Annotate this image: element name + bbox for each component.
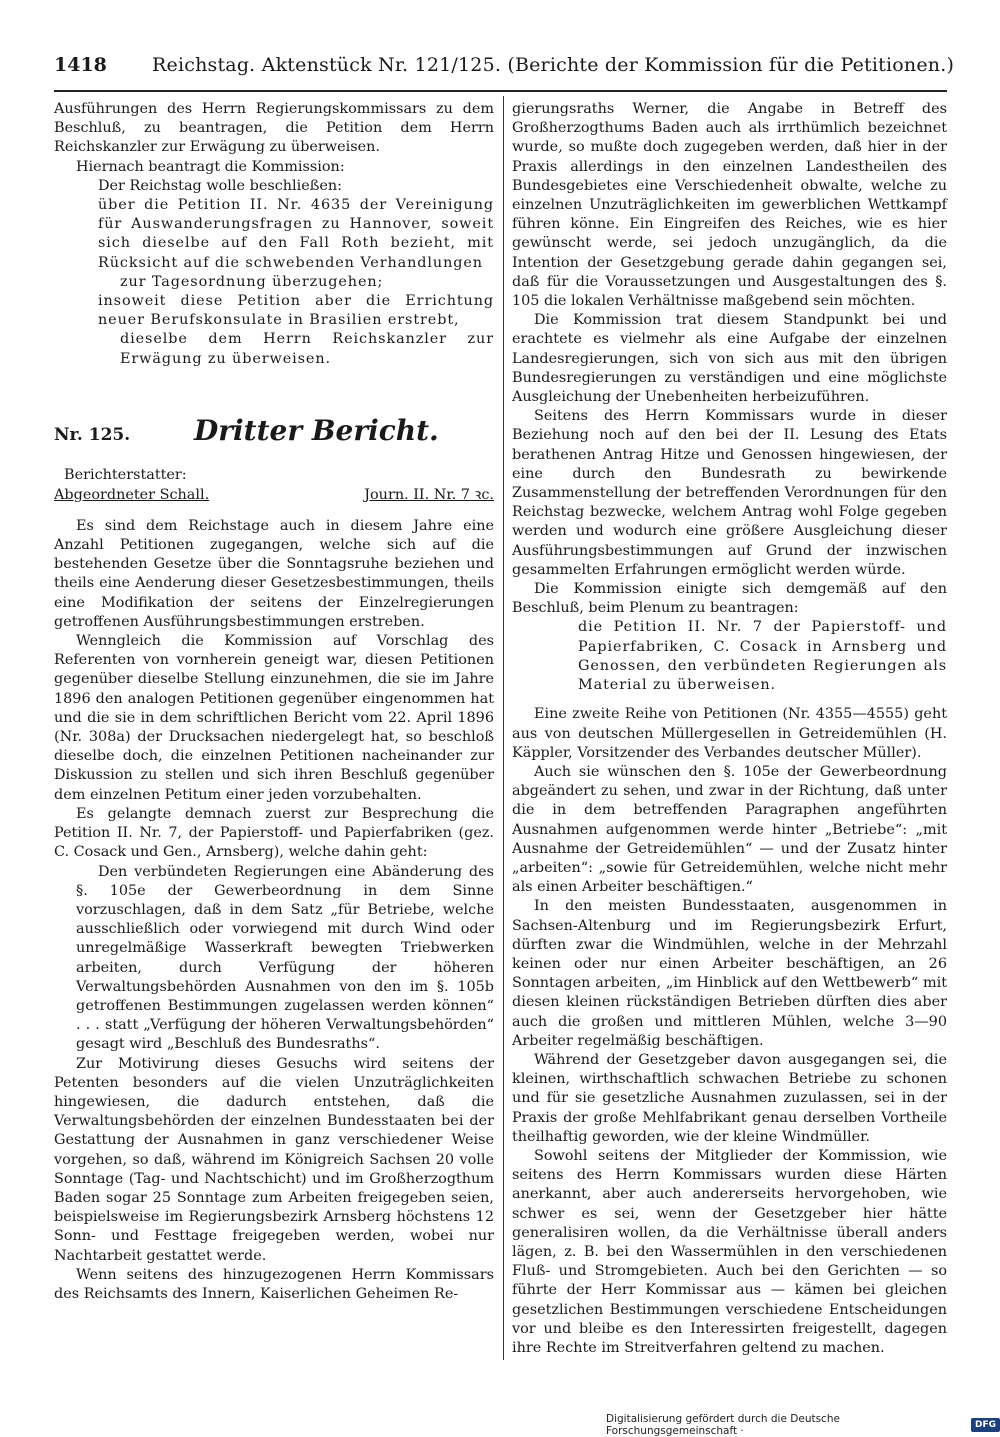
paragraph: Auch sie wünschen den §. 105e der Gewerbeordnung abgeändert zu sehen, und zwar in der Richtung, daß unter die in dem betreffenden Paragraphen angeführten Ausnahmen aufgenommen werde hinter „Betriebe“: „mit Ausnahme der Getreidemühlen“ — und der Zusatz hinter „arbeiten“: „sowie für Getreidemühlen, welche nicht mehr als einen Arbeiter beschäftigen.“ xyxy=(512,763,947,896)
reporter-name: Abgeordneter Schall. xyxy=(54,486,210,503)
paragraph: Es sind dem Reichstage auch in diesem Jahre eine Anzahl Petitionen zugegangen, welche sich auf die bestehenden Gesetze über die Sonntagsruhe beziehen und theils eine Aenderung dieser Gesetzesbestimmungen, theils eine Modifikation der seitens der Einzelregierungen getroffenen Ausführungsbestimmungen erstreben. xyxy=(54,517,494,630)
digitization-footer xyxy=(606,1413,1000,1437)
header-rule xyxy=(54,90,947,92)
paragraph: Es gelangte demnach zuerst zur Besprechung die Petition II. Nr. 7, der Papierstoff- und Papierfabriken (gez. C. Cosack und Gen., Arnsberg), welche dahin geht: xyxy=(54,805,494,861)
dfg-logo-icon: DFG xyxy=(971,1418,1000,1432)
section-number: Nr. 125. xyxy=(54,424,131,445)
paragraph: Der Reichstag wolle beschließen: xyxy=(98,177,343,194)
paragraph: Die Kommission einigte sich demgemäß auf den Beschluß, beim Plenum zu beantragen: xyxy=(512,581,947,617)
petition-quote: Den verbündeten Regierungen eine Abänderung des §. 105e der Gewerbeordnung in dem Sinne vorzuschlagen, daß in dem Satz „für Betriebe, welche ausschließlich oder vorwiegend mit durch Wind oder unregelmäßige Wasserkraft bewegten Triebwerken arbeiten, durch Verfügung der höheren Verwaltungsbehörden Ausnahmen von den im §. 105b getroffenen Bestimmungen zugelassen werden können“ . . . statt „Verfügung der höheren Verwaltungsbehörden“ gesagt wird „Beschluß des Bundesraths“. xyxy=(76,863,494,1053)
motion-text: über die Petition II. Nr. 4635 der Vereinigung für Auswanderungsfragen zu Hannover, soweit sich dieselbe auf den Fall Roth bezieht, mit Rücksicht auf die schwebenden Verhandlungen xyxy=(98,197,494,271)
paragraph: Die Kommission trat diesem Standpunkt bei und erachtete es vielmehr als eine Aufgabe der einzelnen Landesregierungen, sich von sich aus mit den übrigen Bundesregierungen zu verständigen und eine möglichste Ausgleichung der Unebenheiten herbeizuführen. xyxy=(512,312,947,406)
paragraph: Sowohl seitens der Mitglieder der Kommission, wie seitens des Herrn Kommissars wurden diese Härten anerkannt, aber auch andererseits hervorgehoben, wie schwer es sei, wenn der Gesetzgeber hier hätte generalisiren wollen, da die Verhältnisse überall anders lägen, z. B. bei den Wassermühlen in den verschiedenen Fluß- und Stromgebieten. Auch bei den Gerichten — so führte der Herr Kommissar aus — kämen bei gleichen gesetzlichen Bestimmungen verschiedene Entscheidungen vor und bleibe es den Interessirten freigestellt, dagegen ihre Rechte im Streitverfahren geltend zu machen. xyxy=(512,1147,947,1356)
reporter-block xyxy=(54,465,209,505)
paragraph: Während der Gesetzgeber davon ausgegangen sei, die kleinen, wirthschaftlich schwachen Betriebe zu schonen und für sie gesetzliche Ausnahmen zuzulassen, sei in der Praxis der große Mehlfabrikant genau derselben Vortheile theilhaftig geworden, wie der kleine Windmüller. xyxy=(512,1051,947,1145)
paragraph: Zur Motivirung dieses Gesuchs wird seitens der Petenten besonders auf die vielen Unzuträglichkeiten hingewiesen, die dadurch entstehen, daß die Verwaltungsbehörden der einzelnen Bundesstaaten bei der Gestattung der Ausnahmen in ganz verschiedener Weise vorgehen, so daß, während im Königreich Sachsen 20 volle Sonntage (Tag- und Nachtschicht) und im Großherzogthum Baden sogar 25 Sonntage zum Arbeiten freigegeben seien, beispielsweise im Regierungsbezirk Arnsberg höchstens 12 Sonn- und Festtage freigegeben werden, wobei nur Nachtarbeit gestattet werde. xyxy=(54,1055,494,1264)
motion-text: dieselbe dem Herrn Reichskanzler zur Erwägung zu überweisen. xyxy=(120,331,494,367)
reporter-label: Berichterstatter: xyxy=(64,466,187,483)
footer-text: Digitalisierung gefördert durch die Deutsche Forschungsgemeinschaft · xyxy=(606,1413,840,1437)
column-divider xyxy=(503,96,504,1360)
paragraph: Ausführungen des Herrn Regierungskommissars zu dem Beschluß, zu beantragen, die Petition dem Herrn Reichskanzler zur Erwägung zu überweisen. xyxy=(54,101,494,156)
motion-text: die Petition II. Nr. 7 der Papierstoff- und Papierfabriken, C. Cosack in Arnsberg und Genossen, den verbündeten Regierungen als Material zu überweisen. xyxy=(578,619,947,694)
motion-text: zur Tagesordnung überzugehen; xyxy=(120,273,384,290)
section-heading xyxy=(54,413,494,461)
paragraph: Wenngleich die Kommission auf Vorschlag des Referenten von vornherein geneigt war, diesen Petitionen gegenüber dieselbe Stellung einzunehmen, die sie im Jahre 1896 den analogen Petitionen gegenüber eingenommen hat und die sie in dem schriftlichen Bericht vom 22. April 1896 (Nr. 308a) der Drucksachen niedergelegt hat, so beschloß dieselbe doch, die einzelnen Petitionen nacheinander zur Diskussion zu stellen und sich ihren Beschluß gegenüber dem einzelnen Petitum einer jeden vorzubehalten. xyxy=(54,633,494,803)
journal-reference: Journ. II. Nr. 7 ꝛc. xyxy=(364,486,494,503)
paragraph: Seitens des Herrn Kommissars wurde in dieser Beziehung noch auf den bei der II. Lesung des Etats berathenen Antrag Hitze und Genossen hingewiesen, der eine durch den Bundesrath zu bewirkende Zusammenstellung der betreffenden Verordnungen für den Reichstag bezwecke, welchem Antrag wohl Folge gegeben werden und wodurch eine größere Ausgleichung dieser Ausführungsbestimmungen auf Grund der inzwischen gesammelten Erfahrungen ermöglicht werden würde. xyxy=(512,408,947,578)
paragraph: Eine zweite Reihe von Petitionen (Nr. 4355—4555) geht aus von deutschen Müllergesellen in Getreidemühlen (H. Käppler, Vorsitzender des Verbandes deutscher Müller). xyxy=(512,706,947,761)
page-header xyxy=(54,54,954,84)
paragraph: Wenn seitens des hinzugezogenen Herrn Kommissars des Reichsamts des Innern, Kaiserlichen Geheimen Re- xyxy=(54,1266,494,1302)
left-column xyxy=(54,100,494,1304)
motion-text: insoweit diese Petition aber die Errichtung neuer Berufskonsulate in Brasilien erstrebt, xyxy=(98,293,494,329)
right-column xyxy=(512,100,947,1358)
paragraph: Hiernach beantragt die Kommission: xyxy=(76,158,345,175)
page-number: 1418 xyxy=(54,54,107,76)
reporter-line xyxy=(54,465,494,505)
section-title: Dritter Bericht. xyxy=(194,413,439,447)
running-title: Reichstag. Aktenstück Nr. 121/125. (Berichte der Kommission für die Petitionen.) xyxy=(152,54,955,76)
paragraph: In den meisten Bundesstaaten, ausgenommen in Sachsen-Altenburg und im Regierungsbezirk Erfurt, dürften zwar die Windmühlen, welche in der Mehrzahl keinen oder nur einen Arbeiter beschäftigen, an 26 Sonntagen arbeiten, „im Hinblick auf den Wettbewerb“ mit diesen kleinen rückständigen Betrieben dürften dies aber auch die großen und mittleren Mühlen, welche 3—90 Arbeiter regelmäßig beschäftigen. xyxy=(512,898,947,1049)
spacer xyxy=(512,695,947,705)
paragraph: gierungsraths Werner, die Angabe in Betreff des Großherzogthums Baden auch als irrthümlich bezeichnet wurde, so mußte doch zugegeben werden, daß hier in der Praxis allerdings in den einzelnen Landestheilen des Bundesgebietes eine Verschiedenheit obwalte, welche zu einzelnen Unzuträglichkeiten im gewerblichen Wettkampf führen könne. Ein Eingreifen des Reiches, wie es hier gewünscht werde, sei jedoch unzugänglich, da die Intention der Gesetzgebung gerade dahin gegangen sei, daß für die Voraussetzungen und Ausgestaltungen des §. 105 die lokalen Verhältnisse maßgebend sein möchten. xyxy=(512,101,947,310)
